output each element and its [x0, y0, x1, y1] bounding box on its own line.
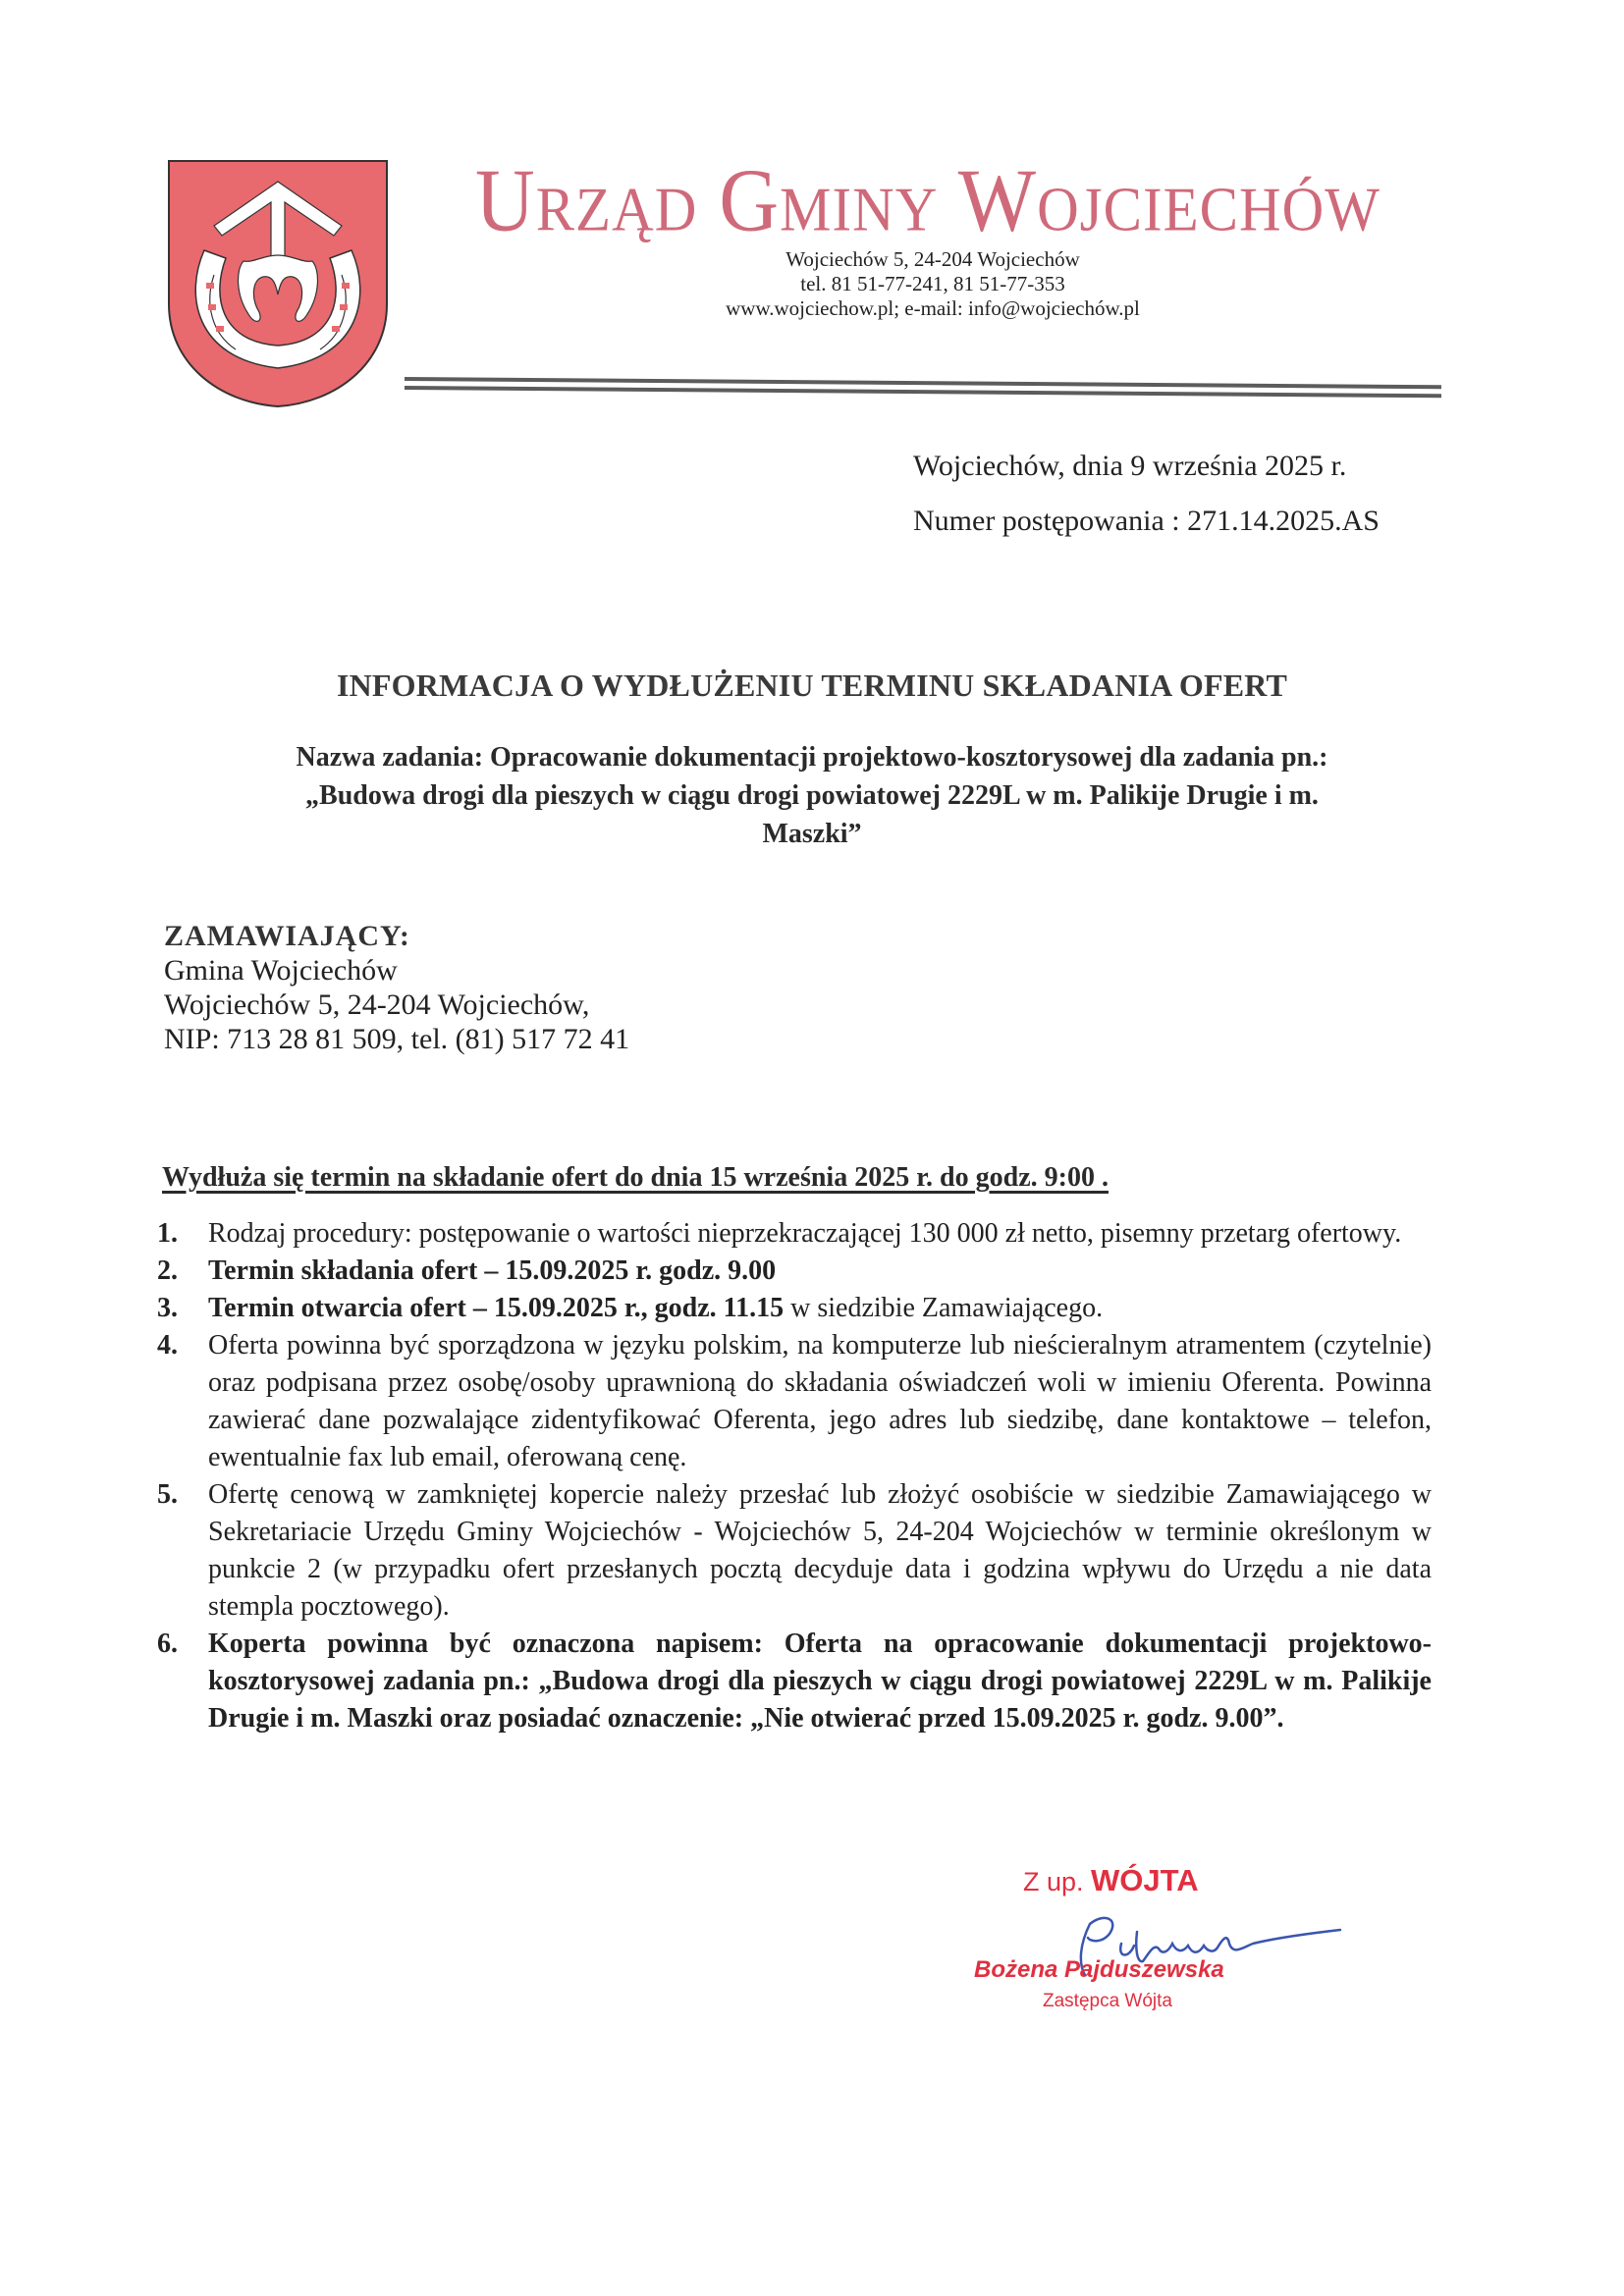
- item-bold-text: Koperta powinna być oznaczona napisem: Oferta na opracowanie dokumentacji projektowo-kosztorysowej zadania pn.: „Budowa drogi dla pieszych w ciągu drogi powiatowej 2229L w m. Palikije Drugie i m. Maszki oraz posiadać oznaczenie: „Nie otwierać przed 15.09.2025 r. godz. 9.00”.: [208, 1629, 1432, 1734]
- item-text: Oferta powinna być sporządzona w języku polskim, na komputerze lub nieścieralnym atramentem (czytelnie) oraz podpisana przez osobę/osoby uprawnioną do składania oświadczeń woli w imieniu Oferenta. Powinna zawierać dane pozwalające zidentyfikować Oferenta, jego adres lub siedzibę, dane kontaktowe – telefon, ewentualnie fax lub email, oferowaną cenę.: [208, 1330, 1432, 1472]
- item-number: 6.: [157, 1629, 178, 1659]
- orderer-address: Wojciechów 5, 24-204 Wojciechów,: [164, 988, 590, 1021]
- orderer-label: ZAMAWIAJĄCY:: [164, 920, 410, 952]
- item-bold-text: Termin otwarcia ofert – 15.09.2025 r., godz. 11.15: [208, 1293, 785, 1323]
- list-item: [157, 1476, 1432, 1626]
- list-item: [157, 1215, 1432, 1253]
- task-name-line-3: Maszki”: [762, 819, 862, 849]
- item-text: Rodzaj procedury: postępowanie o wartości nieprzekraczającej 130 000 zł netto, pisemny przetarg ofertowy.: [208, 1218, 1402, 1249]
- item-number: 4.: [157, 1330, 178, 1361]
- item-text: Ofertę cenową w zamkniętej kopercie należy przesłać lub złożyć osobiście w siedzibie Zamawiającego w Sekretariacie Urzędu Gminy Wojciechów - Wojciechów 5, 24-204 Wojciechów w terminie określonym w punkcie 2 (w przypadku ofert przesłanych pocztą decyduje data i godzina wpływu do Urzędu a nie data stempla pocztowego).: [208, 1479, 1432, 1622]
- org-web-email: www.wojciechow.pl; e-mail: info@wojciechów.pl: [726, 296, 1140, 320]
- item-text: w siedzibie Zamawiającego.: [784, 1293, 1104, 1323]
- list-item: [157, 1253, 1432, 1290]
- orderer-block: [164, 919, 629, 1056]
- coat-of-arms-icon: [165, 157, 391, 410]
- list-item: [157, 1626, 1432, 1737]
- signatory-name: Bożena Pajduszewska: [974, 1956, 1224, 1983]
- item-bold-text: Termin składania ofert – 15.09.2025 r. godz. 9.00: [208, 1255, 777, 1286]
- signatory-role: Zastępca Wójta: [1043, 1991, 1172, 2011]
- list-item: [157, 1290, 1432, 1327]
- signature-prefix: Z up.: [1023, 1867, 1084, 1896]
- task-name-line-2: „Budowa drogi dla pieszych w ciągu drogi powiatowej 2229L w m. Palikije Drugie i m.: [305, 780, 1319, 811]
- org-address: Wojciechów 5, 24-204 Wojciechów: [785, 247, 1080, 271]
- item-number: 1.: [157, 1218, 178, 1249]
- document-heading: INFORMACJA O WYDŁUŻENIU TERMINU SKŁADANIA OFERT: [336, 667, 1288, 703]
- item-number: 5.: [157, 1479, 178, 1510]
- item-number: 3.: [157, 1293, 178, 1323]
- deadline-extension-notice: Wydłuża się termin na składanie ofert do dnia 15 września 2025 r. do godz. 9:00 .: [162, 1162, 1109, 1193]
- signature-authority: [1023, 1863, 1199, 1898]
- orderer-name: Gmina Wojciechów: [164, 954, 398, 987]
- orderer-ids: NIP: 713 28 81 509, tel. (81) 517 72 41: [164, 1023, 630, 1055]
- org-phones: tel. 81 51-77-241, 81 51-77-353: [800, 272, 1065, 295]
- signature-title: WÓJTA: [1091, 1863, 1199, 1897]
- organization-title: Urząd Gminy Wojciechów: [475, 151, 1380, 251]
- task-name-line-1: Nazwa zadania: Opracowanie dokumentacji projektowo-kosztorysowej dla zadania pn.:: [296, 742, 1328, 773]
- item-number: 2.: [157, 1255, 178, 1286]
- case-number: Numer postępowania : 271.14.2025.AS: [913, 505, 1380, 537]
- document-date: Wojciechów, dnia 9 września 2025 r.: [913, 450, 1347, 482]
- list-item: [157, 1327, 1432, 1476]
- terms-list: [157, 1215, 1432, 1737]
